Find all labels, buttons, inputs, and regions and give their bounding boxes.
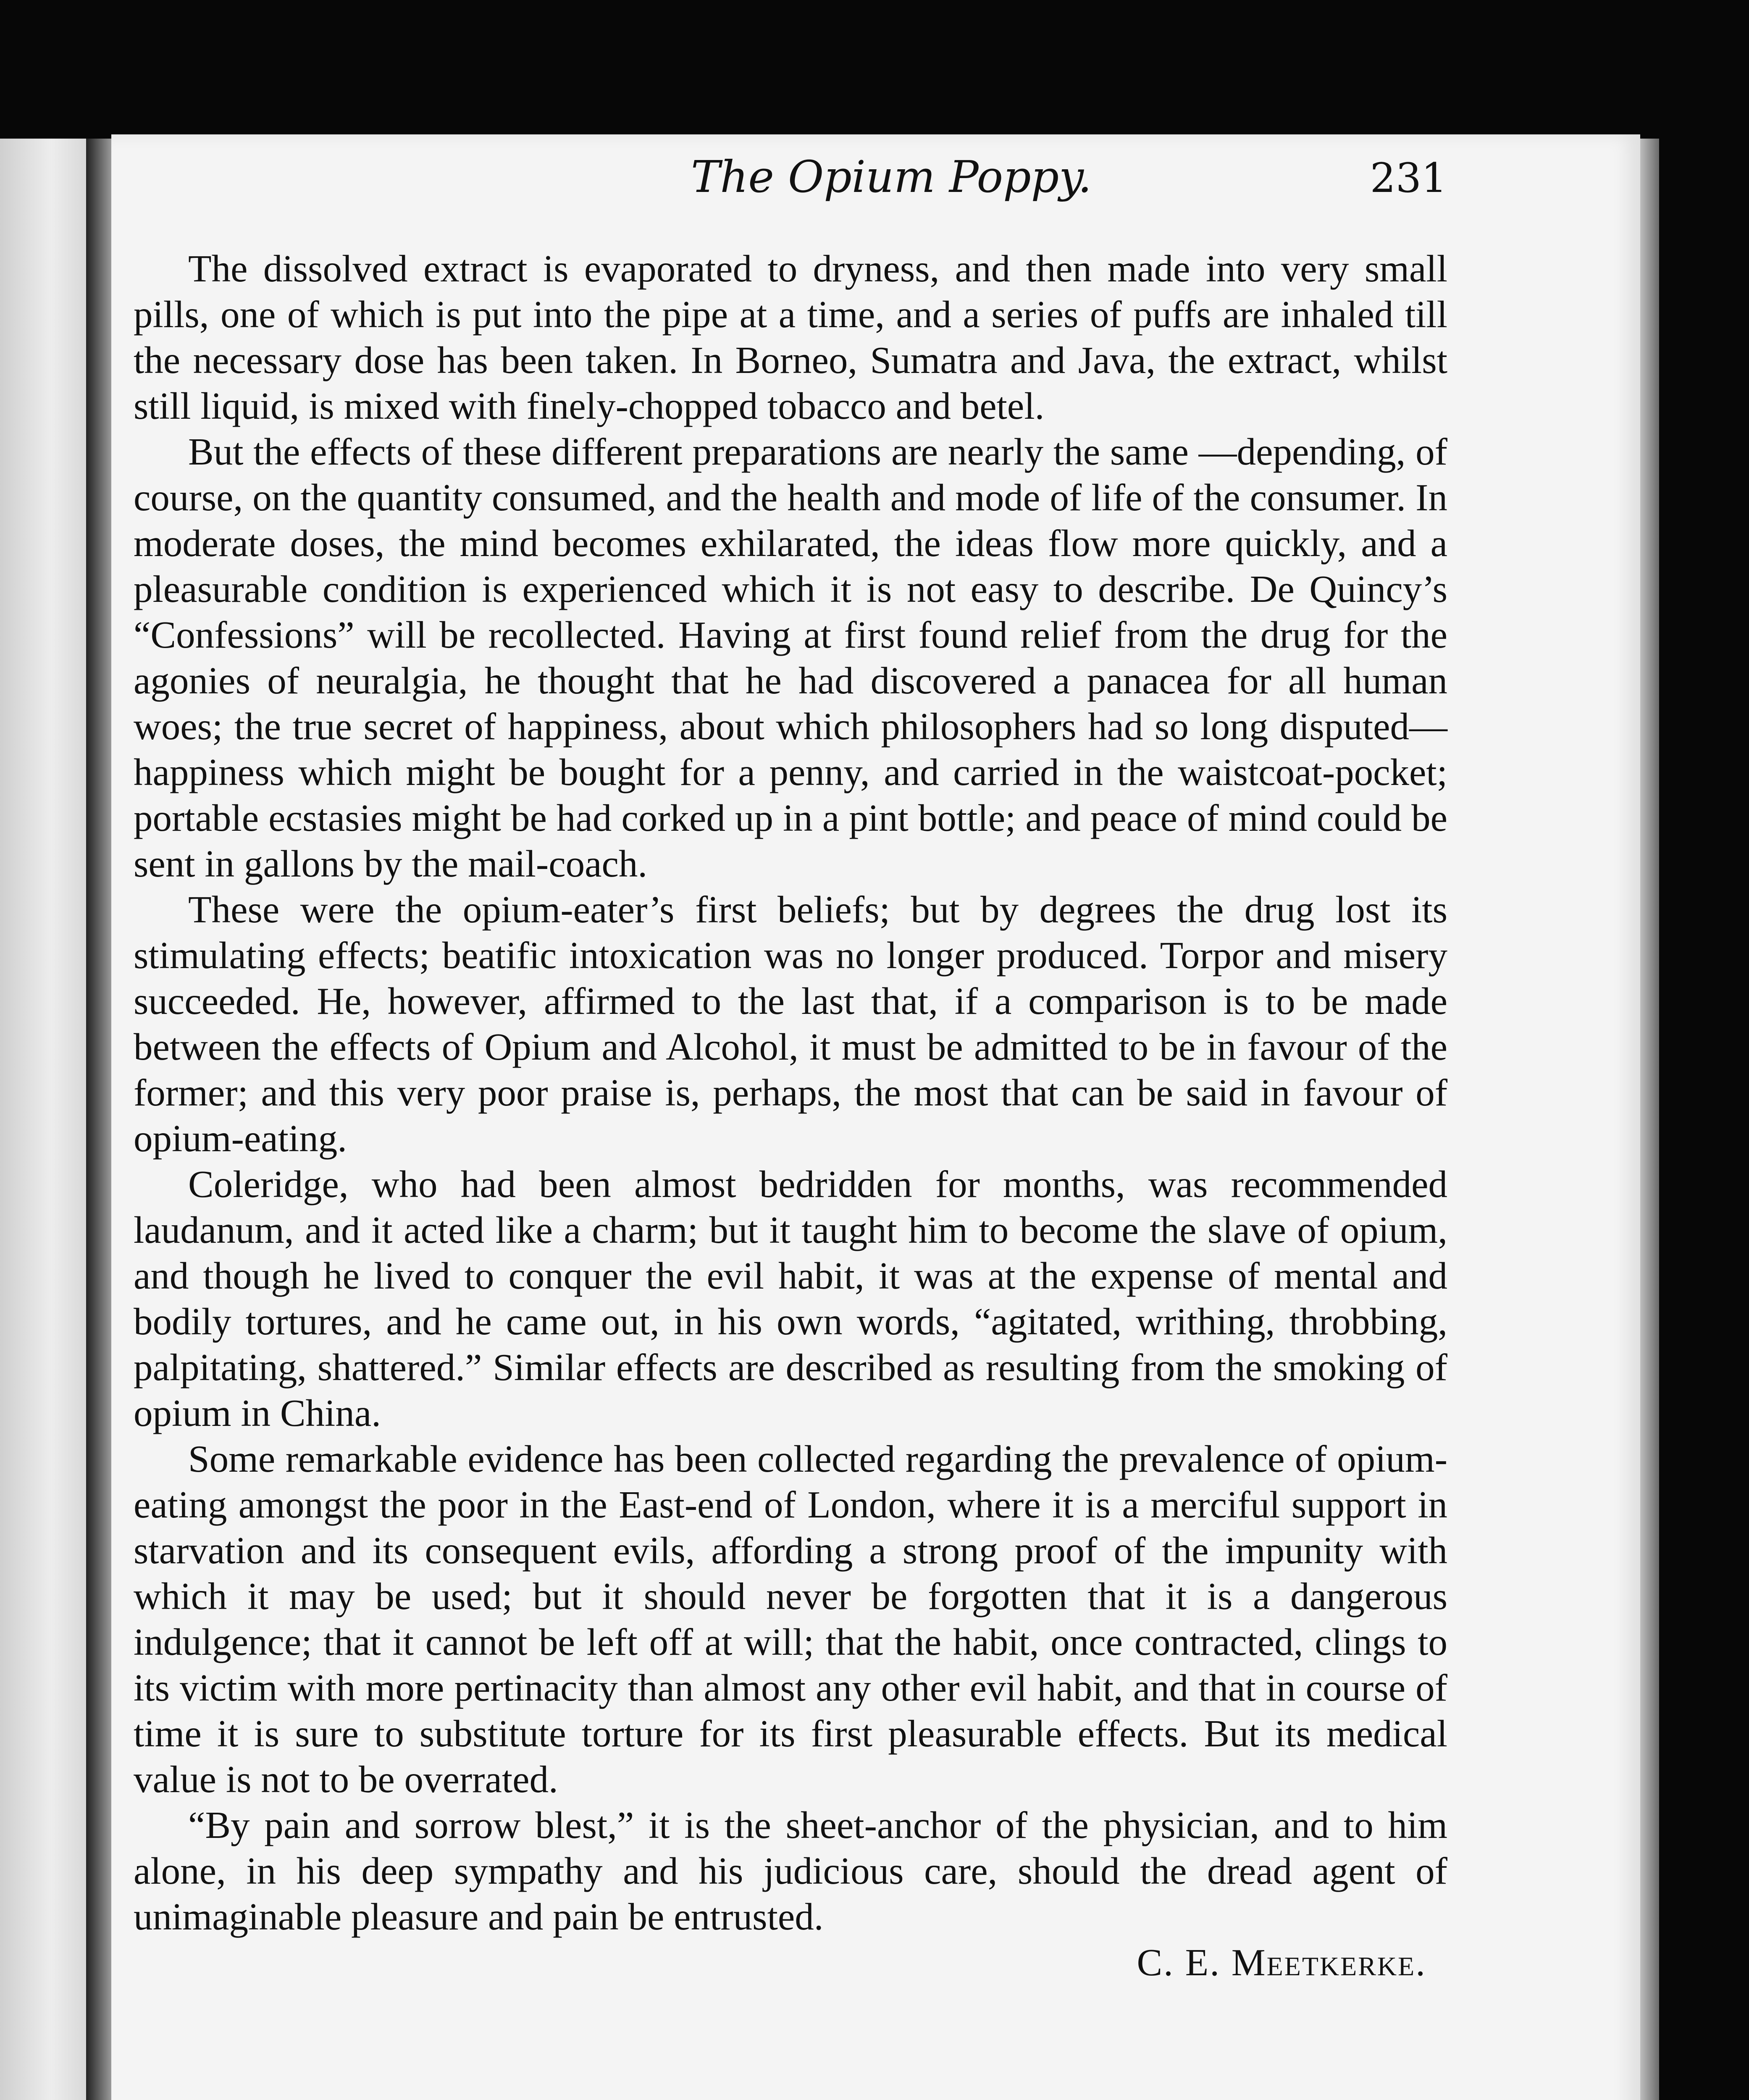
- article-body: [134, 246, 1447, 1985]
- paragraph-4: Coleridge, who had been almost bedridden for months, was recommended laudanum, and it acted like a charm; but it taught him to become the slave of opium, and though he lived to conquer the evil habit, it was at the expense of mental and bodily tortures, and he came out, in his own words, “agitated, writhing, throbbing, palpitating, shattered.” Similar effects are described as resulting from the smoking of opium in China.: [134, 1163, 1447, 1434]
- paragraph-6: “By pain and sorrow blest,” it is the sheet-anchor of the physician, and to him alone, in his deep sympathy and his judicious care, should the dread agent of unimaginable pleasure and pain be entrusted.: [134, 1804, 1447, 1938]
- book-gutter: [86, 139, 111, 2100]
- author-signature: C. E. Meetkerke.: [1137, 1941, 1426, 1984]
- facing-page-edge: [0, 139, 86, 2100]
- running-title: The Opium Poppy.: [691, 151, 1092, 202]
- paragraph-2: But the effects of these different preparations are nearly the same —depending, of course, on the quantity consumed, and the health and mode of life of the consumer. In moderate doses, the mind becomes exhilarated, the ideas flow more quickly, and a pleasurable condition is experienced which it is not easy to describe. De Quincy’s “Confessions” will be recollected. Having at first found relief from the drug for the agonies of neuralgia, he thought that he had discovered a panacea for all human woes; the true secret of happiness, about which philosophers had so long disputed—happiness which might be bought for a penny, and carried in the waistcoat-pocket; portable ecstasies might be had corked up in a pint bottle; and peace of mind could be sent in gallons by the mail-coach.: [134, 430, 1447, 885]
- paragraph-1: The dissolved extract is evaporated to dryness, and then made into very small pills, one of which is put into the pipe at a time, and a series of puffs are inhaled till the necessary dose has been taken. In Borneo, Sumatra and Java, the extract, whilst still liquid, is mixed with finely-chopped tobacco and betel.: [134, 247, 1447, 427]
- page-header: [137, 151, 1447, 214]
- paragraph-5: Some remarkable evidence has been collected regarding the prevalence of opium-eating amongst the poor in the East-end of London, where it is a merciful support in starvation and its consequent evils, affording a strong proof of the impunity with which it may be used; but it should never be forgotten that it is a dangerous indulgence; that it cannot be left off at will; that the habit, once contracted, clings to its victim with more pertinacity than almost any other evil habit, and that in course of time it is sure to substitute torture for its first pleasurable effects. But its medical value is not to be overrated.: [134, 1438, 1447, 1801]
- page-number: 231: [1370, 155, 1447, 202]
- page-edge-shadow: [1640, 139, 1659, 2100]
- paragraph-3: These were the opium-eater’s first beliefs; but by degrees the drug lost its stimulating effects; beatific intoxication was no longer produced. Torpor and misery succeeded. He, however, affirmed to the last that, if a comparison is to be made between the effects of Opium and Alcohol, it must be admitted to be in favour of the former; and this very poor praise is, perhaps, the most that can be said in favour of opium-eating.: [134, 888, 1447, 1160]
